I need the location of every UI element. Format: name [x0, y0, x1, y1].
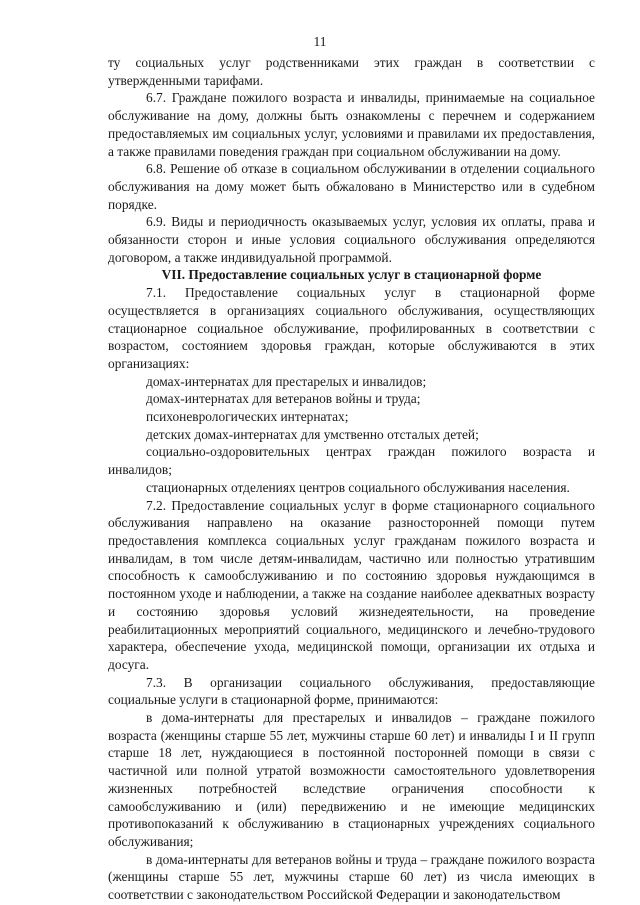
section-heading: VII. Предоставление социальных услуг в стационарной форме — [161, 267, 542, 283]
paragraph: 6.7. Граждане пожилого возраста и инвалиды, принимаемые на социальное обслуживание на дому, должны быть ознакомлены с перечнем и содержанием предоставляемых им социальных услуг, условиями и правилами их предоставления, а также правилами поведения граждан при социальном обслуживании на дому. — [108, 90, 595, 159]
list-item: стационарных отделениях центров социального обслуживания населения. — [146, 479, 570, 495]
list-item: домах-интернатах для ветеранов войны и труда; — [146, 391, 421, 407]
paragraph: 7.2. Предоставление социальных услуг в форме стационарного социального обслуживания направлено на оказание разносторонней помощи путем предоставления комплекса социальных услуг гражданам пожилого возраста и инвалидам, в том числе детям-инвалидам, частично или полностью утратившим способность к самообслуживанию и по состоянию здоровья нуждающимся в постоянном уходе и наблюдении, а также на создание наиболее адекватных возрасту и состоянию здоровья условий жизнедеятельности, на проведение реабилитационных мероприятий социального, медицинского и лечебно-трудового характера, обеспечение ухода, медицинской помощи, организации их отдыха и досуга. — [108, 497, 595, 672]
paragraph: в дома-интернаты для престарелых и инвалидов – граждане пожилого возраста (женщины старше 55 лет, мужчины старше 60 лет) и инвалиды I и II групп старше 18 лет, нуждающиеся в постоянной посторонней помощи в связи с частичной или полной утратой возможности самостоятельного удовлетворения жизненных потребностей вследствие ограничения способности к самообслуживанию и (или) передвижению и не имеющие медицинских противопоказаний к обслуживанию в стационарных учреждениях социального обслуживания; — [108, 710, 595, 849]
page-number: 11 — [313, 34, 327, 49]
paragraph: в дома-интернаты для ветеранов войны и труда – граждане пожилого возраста (женщины старше 55 лет, мужчины старше 60 лет) из числа имеющих в соответствии с законодательством Российской Федерации и законодательством — [108, 851, 595, 903]
list-item: домах-интернатах для престарелых и инвалидов; — [146, 373, 427, 389]
list-item: психоневрологических интернатах; — [146, 409, 349, 425]
paragraph: 6.8. Решение об отказе в социальном обслуживании в отделении социального обслуживания на дому может быть обжаловано в Министерство или в судебном порядке. — [108, 161, 595, 212]
list-item: социально-оздоровительных центрах граждан пожилого возраста и инвалидов; — [108, 444, 595, 478]
paragraph: ту социальных услуг родственниками этих граждан в соответствии с утвержденными тарифами. — [108, 55, 595, 88]
paragraph: 7.3. В организации социального обслуживания, предоставляющие социальные услуги в стационарной форме, принимаются: — [108, 674, 595, 708]
paragraph: 6.9. Виды и периодичность оказываемых услуг, условия их оплаты, права и обязанности сторон и иные условия социального обслуживания определяются договором, а также индивидуальной программой. — [108, 214, 595, 265]
document-body — [108, 54, 595, 904]
paragraph: 7.1. Предоставление социальных услуг в стационарной форме осуществляется в организациях социального обслуживания, осуществляющих стационарное социальное обслуживание, профилированных в соответствии с возрастом, состоянием здоровья граждан, которые обслуживаются в этих организациях: — [108, 285, 595, 371]
list-item: детских домах-интернатах для умственно отсталых детей; — [146, 426, 479, 442]
